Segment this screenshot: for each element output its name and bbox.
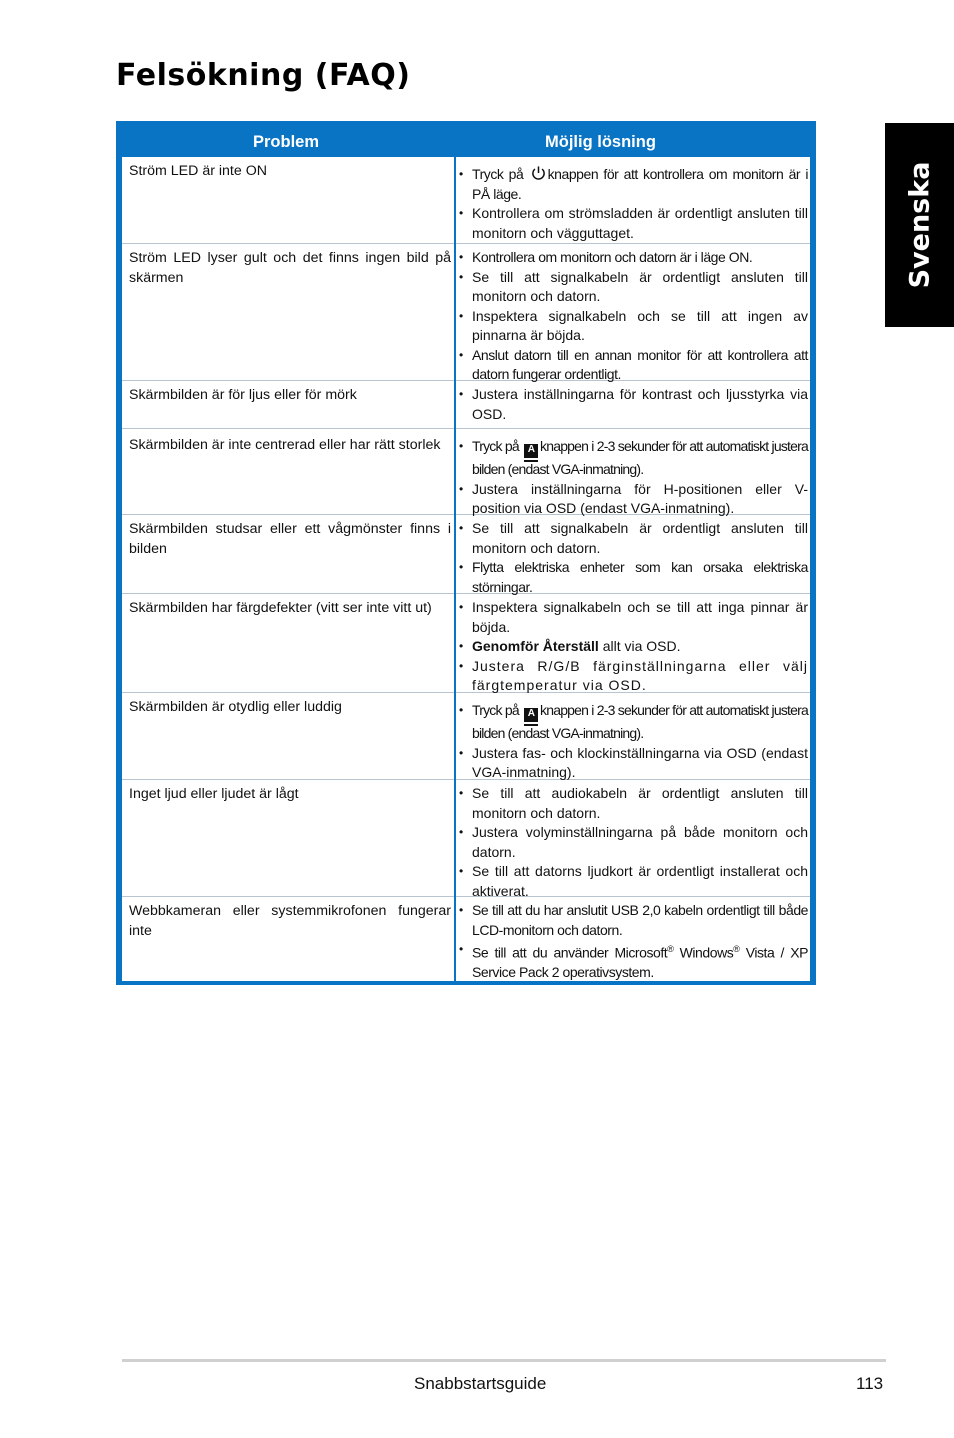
table-row [122,381,810,429]
problem-cell: Ström LED lyser gult och det finns ingen bild på skärmen [129,250,451,286]
page-number: 113 [856,1374,884,1393]
solution-item: • Se till att signalkabeln är ordentligt ansluten till monitorn och datorn. [459,268,808,304]
power-icon [531,165,546,181]
problem-cell: Ström LED är inte ON [129,163,267,179]
table-row [122,693,810,780]
solution-item: • Se till att signalkabeln är ordentligt ansluten till monitorn och datorn. [459,520,808,556]
solution-list [458,901,808,983]
header-solution: Möjlig lösning [545,133,656,151]
table-row [122,594,810,693]
faq-table-header [116,121,816,157]
language-tab-label: Svenska [904,161,935,289]
solution-item: • Tryck på A knappen i 2-3 sekunder för att automatiskt justera bilden (endast VGA-inmatning). [459,702,808,741]
solution-item: • Anslut datorn till en annan monitor för att kontrollera att datorn fungerar ordentligt. [459,346,808,382]
solution-item: • Justera R/G/B färginställningarna eller välj färgtemperatur via OSD. [459,657,808,693]
problem-cell: Webbkameran eller systemmikrofonen fungerar inte [129,903,451,939]
problem-cell: Skärmbilden är otydlig eller luddig [129,699,342,715]
table-row [122,515,810,594]
problem-cell: Skärmbilden studsar eller ett vågmönster finns i bilden [129,521,451,557]
faq-table [116,121,816,985]
solution-item: • Se till att datorns ljudkort är ordentligt installerat och aktiverat. [459,863,808,899]
solution-item: • Inspektera signalkabeln och se till att ingen av pinnarna är böjda. [459,307,808,343]
problem-cell: Skärmbilden är för ljus eller för mörk [129,387,357,403]
solution-list [458,437,808,519]
solution-list [458,385,808,424]
solution-list [458,248,808,385]
auto-adjust-icon: A [524,708,538,724]
solution-item: • Kontrollera om strömsladden är ordentligt ansluten till monitorn och vägguttaget. [459,205,808,241]
table-row [122,780,810,897]
solution-item: • Se till att du har anslutit USB 2,0 kabeln ordentligt till både LCD-monitorn och datorn. [459,902,808,938]
column-divider [454,157,456,981]
solution-list [458,598,808,696]
table-row [122,897,810,981]
solution-item: • Flytta elektriska enheter som kan orsaka elektriska störningar. [459,559,808,595]
page-title: Felsökning (FAQ) [116,58,411,93]
auto-adjust-icon: A [524,444,538,460]
solution-item: • Justera inställningarna för H-positionen eller V-position via OSD (endast VGA-inmatning). [459,480,808,516]
problem-cell: Skärmbilden är inte centrerad eller har rätt storlek [129,437,441,453]
footer-title: Snabbstartsguide [414,1374,547,1393]
table-row [122,157,810,244]
header-problem: Problem [253,133,320,151]
solution-item: • Justera inställningarna för kontrast och ljusstyrka via OSD. [459,386,808,422]
solution-item: • Tryck på A knappen i 2-3 sekunder för att automatiskt justera bilden (endast VGA-inmatning). [459,438,808,477]
table-row [122,244,810,381]
solution-item: • Se till att du använder Microsoft® Windows® Vista / XP Service Pack 2 operativsystem. [459,942,808,981]
solution-item: • Justera volyminställningarna på både monitorn och datorn. [459,824,808,860]
solution-list [458,165,808,243]
registered-mark: ® [733,944,740,954]
language-tab [885,123,954,327]
solution-list [458,784,808,901]
solution-item: • Kontrollera om monitorn och datorn är i läge ON. [459,249,753,265]
registered-mark: ® [667,944,674,954]
solution-list [458,701,808,783]
footer-divider [122,1359,886,1362]
table-row [122,429,810,515]
solution-item: • Se till att audiokabeln är ordentligt ansluten till monitorn och datorn. [459,785,808,821]
faq-table-body [122,157,810,981]
solution-item: • Justera fas- och klockinställningarna via OSD (endast VGA-inmatning). [459,744,808,780]
solution-item: • Inspektera signalkabeln och se till att inga pinnar är böjda. [459,599,808,635]
problem-cell: Skärmbilden har färgdefekter (vitt ser inte vitt ut) [129,600,432,616]
solution-item: • Genomför Återställ allt via OSD. [459,638,681,654]
solution-list [458,519,808,597]
problem-cell: Inget ljud eller ljudet är lågt [129,786,299,802]
solution-item: • Tryck på knappen för att kontrollera om monitorn är i PÅ läge. [459,166,808,202]
